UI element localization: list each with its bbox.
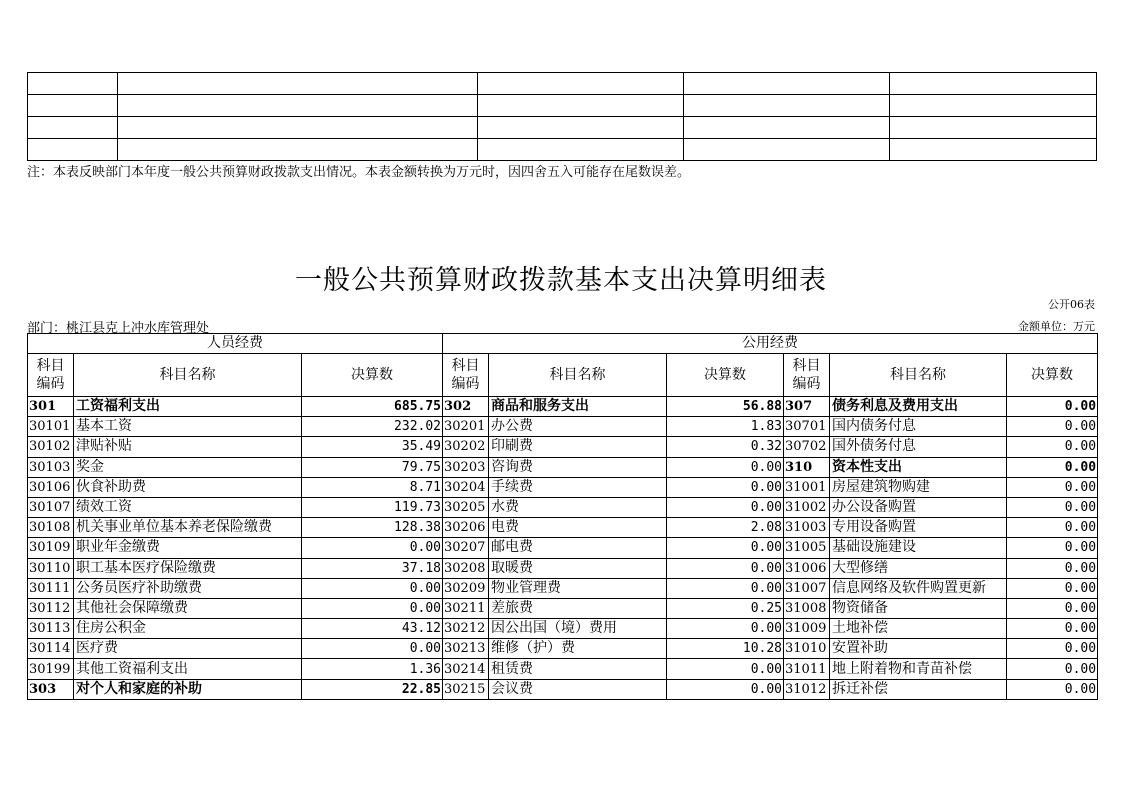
table-row [28, 578, 1098, 598]
amount-cell: 22.85 [302, 679, 443, 699]
name-cell: 职工基本医疗保险缴费 [74, 558, 302, 578]
amount-cell: 1.36 [302, 659, 443, 679]
amount-header: 决算数 [1007, 354, 1098, 397]
code-cell: 31007 [784, 578, 830, 598]
name-cell: 绩效工资 [74, 497, 302, 517]
name-cell: 维修（护）费 [489, 639, 667, 659]
table-row [28, 659, 1098, 679]
name-cell: 津贴补贴 [74, 437, 302, 457]
name-cell: 水费 [489, 497, 667, 517]
amount-cell: 0.00 [302, 538, 443, 558]
amount-header: 决算数 [302, 354, 443, 397]
table-row [28, 598, 1098, 618]
amount-cell: 0.00 [1007, 518, 1098, 538]
table-body [28, 397, 1098, 700]
amount-cell: 0.00 [1007, 477, 1098, 497]
table-row [28, 538, 1098, 558]
name-cell: 债务利息及费用支出 [830, 397, 1007, 417]
amount-cell: 35.49 [302, 437, 443, 457]
amount-cell: 0.00 [667, 477, 784, 497]
name-cell: 公务员医疗补助缴费 [74, 578, 302, 598]
amount-cell: 0.00 [1007, 497, 1098, 517]
code-cell: 30213 [443, 639, 489, 659]
name-cell: 手续费 [489, 477, 667, 497]
amount-cell: 0.00 [1007, 437, 1098, 457]
code-cell: 31011 [784, 659, 830, 679]
name-cell: 办公费 [489, 417, 667, 437]
amount-cell: 0.00 [1007, 598, 1098, 618]
amount-cell: 119.73 [302, 497, 443, 517]
amount-cell: 0.00 [667, 619, 784, 639]
amount-cell: 0.00 [1007, 417, 1098, 437]
table-row [28, 497, 1098, 517]
amount-cell: 0.00 [1007, 558, 1098, 578]
amount-cell: 56.88 [667, 397, 784, 417]
empty-row [28, 73, 1097, 95]
expenditure-table [27, 333, 1098, 700]
code-cell: 30106 [28, 477, 74, 497]
unit-label: 金额单位：万元 [1018, 320, 1095, 333]
name-cell: 住房公积金 [74, 619, 302, 639]
table-code: 公开06表 [1048, 298, 1095, 311]
page-title: 一般公共预算财政拨款基本支出决算明细表 [295, 265, 827, 296]
name-cell: 拆迁补偿 [830, 679, 1007, 699]
code-cell: 31009 [784, 619, 830, 639]
amount-cell: 79.75 [302, 457, 443, 477]
amount-cell: 0.00 [302, 639, 443, 659]
empty-row [28, 95, 1097, 117]
name-cell: 其他社会保障缴费 [74, 598, 302, 618]
code-cell: 30201 [443, 417, 489, 437]
code-cell: 30112 [28, 598, 74, 618]
name-cell: 大型修缮 [830, 558, 1007, 578]
code-cell: 301 [28, 397, 74, 417]
amount-cell: 0.00 [302, 598, 443, 618]
name-cell: 资本性支出 [830, 457, 1007, 477]
table-row [28, 518, 1098, 538]
code-header: 科目编码 [784, 354, 830, 397]
code-cell: 30209 [443, 578, 489, 598]
column-header-row [28, 354, 1098, 397]
name-cell: 因公出国（境）费用 [489, 619, 667, 639]
public-header: 公用经费 [443, 334, 1098, 354]
code-cell: 30113 [28, 619, 74, 639]
code-cell: 31008 [784, 598, 830, 618]
name-cell: 电费 [489, 518, 667, 538]
name-cell: 土地补偿 [830, 619, 1007, 639]
code-cell: 31001 [784, 477, 830, 497]
department-label: 部门：桃江县克上冲水库管理处 [27, 321, 210, 336]
code-cell: 30211 [443, 598, 489, 618]
code-cell: 30199 [28, 659, 74, 679]
code-cell: 30204 [443, 477, 489, 497]
table-row [28, 639, 1098, 659]
name-cell: 专用设备购置 [830, 518, 1007, 538]
name-cell: 机关事业单位基本养老保险缴费 [74, 518, 302, 538]
code-cell: 31006 [784, 558, 830, 578]
name-cell: 伙食补助费 [74, 477, 302, 497]
amount-cell: 8.71 [302, 477, 443, 497]
code-cell: 302 [443, 397, 489, 417]
amount-cell: 0.00 [667, 558, 784, 578]
code-cell: 30109 [28, 538, 74, 558]
code-header: 科目编码 [443, 354, 489, 397]
name-cell: 工资福利支出 [74, 397, 302, 417]
name-cell: 医疗费 [74, 639, 302, 659]
table-row [28, 437, 1098, 457]
code-cell: 31010 [784, 639, 830, 659]
name-cell: 差旅费 [489, 598, 667, 618]
code-cell: 31005 [784, 538, 830, 558]
code-cell: 30101 [28, 417, 74, 437]
name-cell: 物资储备 [830, 598, 1007, 618]
table-row [28, 619, 1098, 639]
name-cell: 会议费 [489, 679, 667, 699]
name-cell: 租赁费 [489, 659, 667, 679]
amount-cell: 128.38 [302, 518, 443, 538]
table-row [28, 457, 1098, 477]
amount-cell: 0.00 [1007, 538, 1098, 558]
code-cell: 30110 [28, 558, 74, 578]
code-cell: 30203 [443, 457, 489, 477]
name-cell: 其他工资福利支出 [74, 659, 302, 679]
name-cell: 信息网络及软件购置更新 [830, 578, 1007, 598]
code-cell: 30103 [28, 457, 74, 477]
name-cell: 印刷费 [489, 437, 667, 457]
code-cell: 30701 [784, 417, 830, 437]
name-cell: 商品和服务支出 [489, 397, 667, 417]
amount-cell: 1.83 [667, 417, 784, 437]
code-cell: 310 [784, 457, 830, 477]
amount-cell: 0.00 [1007, 659, 1098, 679]
code-cell: 30102 [28, 437, 74, 457]
amount-cell: 685.75 [302, 397, 443, 417]
table-row [28, 417, 1098, 437]
amount-cell: 0.00 [667, 679, 784, 699]
name-cell: 基本工资 [74, 417, 302, 437]
name-cell: 奖金 [74, 457, 302, 477]
code-cell: 30215 [443, 679, 489, 699]
name-cell: 安置补助 [830, 639, 1007, 659]
previous-table-tail [27, 72, 1097, 161]
code-cell: 30107 [28, 497, 74, 517]
code-cell: 30212 [443, 619, 489, 639]
name-cell: 物业管理费 [489, 578, 667, 598]
empty-row [28, 139, 1097, 161]
name-header: 科目名称 [74, 354, 302, 397]
amount-cell: 37.18 [302, 558, 443, 578]
amount-cell: 0.00 [667, 538, 784, 558]
name-cell: 职业年金缴费 [74, 538, 302, 558]
amount-cell: 0.00 [667, 578, 784, 598]
code-cell: 30111 [28, 578, 74, 598]
amount-cell: 0.00 [1007, 639, 1098, 659]
amount-cell: 0.00 [1007, 679, 1098, 699]
name-cell: 国外债务付息 [830, 437, 1007, 457]
code-cell: 30214 [443, 659, 489, 679]
amount-cell: 0.00 [302, 578, 443, 598]
code-cell: 30208 [443, 558, 489, 578]
amount-cell: 0.00 [667, 457, 784, 477]
code-cell: 30114 [28, 639, 74, 659]
group-header-row [28, 334, 1098, 354]
name-cell: 基础设施建设 [830, 538, 1007, 558]
name-cell: 办公设备购置 [830, 497, 1007, 517]
code-cell: 30207 [443, 538, 489, 558]
amount-cell: 0.25 [667, 598, 784, 618]
amount-cell: 0.32 [667, 437, 784, 457]
code-cell: 30702 [784, 437, 830, 457]
code-cell: 307 [784, 397, 830, 417]
code-cell: 30205 [443, 497, 489, 517]
empty-row [28, 117, 1097, 139]
table-row [28, 679, 1098, 699]
personnel-header: 人员经费 [28, 334, 443, 354]
code-cell: 30202 [443, 437, 489, 457]
amount-cell: 232.02 [302, 417, 443, 437]
amount-cell: 0.00 [1007, 397, 1098, 417]
amount-cell: 0.00 [1007, 578, 1098, 598]
code-cell: 31002 [784, 497, 830, 517]
table-row [28, 397, 1098, 417]
code-cell: 31003 [784, 518, 830, 538]
name-cell: 地上附着物和青苗补偿 [830, 659, 1007, 679]
name-cell: 邮电费 [489, 538, 667, 558]
name-header: 科目名称 [830, 354, 1007, 397]
amount-cell: 0.00 [1007, 619, 1098, 639]
amount-cell: 2.08 [667, 518, 784, 538]
code-cell: 303 [28, 679, 74, 699]
name-cell: 取暖费 [489, 558, 667, 578]
name-header: 科目名称 [489, 354, 667, 397]
name-cell: 国内债务付息 [830, 417, 1007, 437]
table-row [28, 558, 1098, 578]
amount-cell: 10.28 [667, 639, 784, 659]
code-cell: 30108 [28, 518, 74, 538]
amount-cell: 0.00 [1007, 457, 1098, 477]
code-cell: 30206 [443, 518, 489, 538]
name-cell: 咨询费 [489, 457, 667, 477]
table-row [28, 477, 1098, 497]
name-cell: 房屋建筑物购建 [830, 477, 1007, 497]
code-cell: 31012 [784, 679, 830, 699]
amount-cell: 0.00 [667, 659, 784, 679]
amount-header: 决算数 [667, 354, 784, 397]
table-note: 注：本表反映部门本年度一般公共预算财政拨款支出情况。本表金额转换为万元时，因四舍五入可能存在尾数误差。 [27, 165, 691, 180]
code-header: 科目编码 [28, 354, 74, 397]
amount-cell: 43.12 [302, 619, 443, 639]
name-cell: 对个人和家庭的补助 [74, 679, 302, 699]
amount-cell: 0.00 [667, 497, 784, 517]
